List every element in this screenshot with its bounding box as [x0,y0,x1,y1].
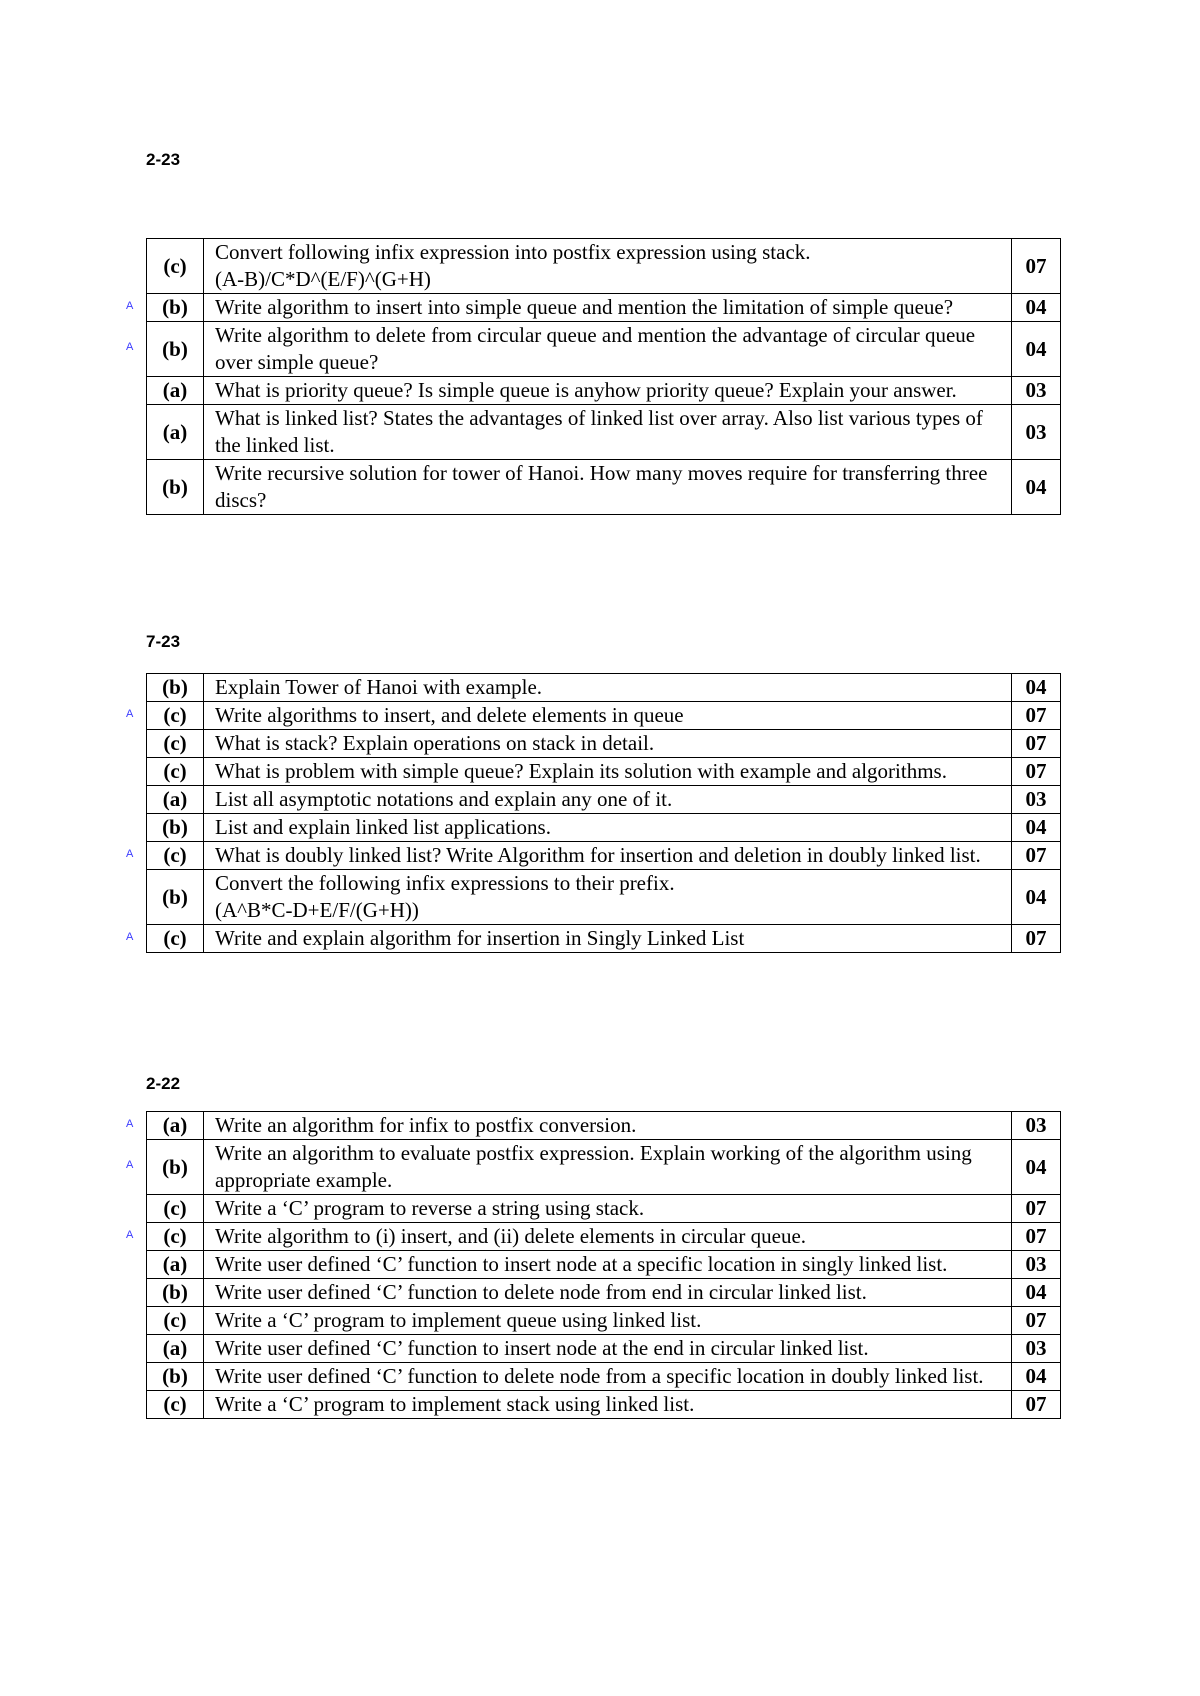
question-label: (b) [147,1140,204,1195]
question-marks: 03 [1012,377,1061,405]
question-marks: 04 [1012,674,1061,702]
section-title: 2-22 [146,1074,181,1093]
question-text: Write algorithm to delete from circular queue and mention the advantage of circular queue over simple queue? [204,322,1012,377]
question-marks: 03 [1012,405,1061,460]
question-label: (a) [147,786,204,814]
question-label: (c) [147,702,204,730]
margin-flag: A [126,930,134,943]
question-marks: 07 [1012,730,1061,758]
question-row [147,1223,1061,1251]
question-text: What is stack? Explain operations on stack in detail. [204,730,1012,758]
question-marks: 07 [1012,1195,1061,1223]
question-text: Write recursive solution for tower of Hanoi. How many moves require for transferring three discs? [204,460,1012,515]
question-row [147,1335,1061,1363]
question-table [146,673,1061,953]
question-row [147,1251,1061,1279]
question-label: (a) [147,1251,204,1279]
question-table [146,238,1061,515]
margin-flag: A [126,1117,134,1130]
question-label: (a) [147,1112,204,1140]
question-label: (c) [147,1391,204,1419]
question-marks: 04 [1012,322,1061,377]
question-marks: 07 [1012,1391,1061,1419]
question-text: What is problem with simple queue? Explain its solution with example and algorithms. [204,758,1012,786]
question-row [147,758,1061,786]
question-marks: 07 [1012,925,1061,953]
question-row [147,322,1061,377]
question-marks: 04 [1012,814,1061,842]
question-marks: 04 [1012,870,1061,925]
question-text: List and explain linked list applications. [204,814,1012,842]
question-marks: 04 [1012,460,1061,515]
question-row [147,702,1061,730]
question-text: Write user defined ‘C’ function to insert node at the end in circular linked list. [204,1335,1012,1363]
question-label: (b) [147,814,204,842]
question-label: (a) [147,377,204,405]
question-text: Write algorithm to (i) insert, and (ii) delete elements in circular queue. [204,1223,1012,1251]
question-marks: 07 [1012,1307,1061,1335]
question-label: (b) [147,322,204,377]
question-marks: 07 [1012,758,1061,786]
question-row [147,1307,1061,1335]
question-row [147,405,1061,460]
question-text: Convert the following infix expressions to their prefix. (A^B*C-D+E/F/(G+H)) [204,870,1012,925]
margin-flag: A [126,1159,134,1171]
question-text: List all asymptotic notations and explain any one of it. [204,786,1012,814]
question-marks: 07 [1012,239,1061,294]
question-label: (c) [147,925,204,953]
question-row [147,814,1061,842]
section-title: 7-23 [146,632,181,651]
question-marks: 04 [1012,1140,1061,1195]
question-marks: 03 [1012,1335,1061,1363]
question-text: Write algorithm to insert into simple queue and mention the limitation of simple queue? [204,294,1012,322]
question-label: (b) [147,870,204,925]
question-text: Write user defined ‘C’ function to delete node from a specific location in doubly linked list. [204,1363,1012,1391]
section-title: 2-23 [146,150,181,169]
question-label: (b) [147,294,204,322]
question-text: What is linked list? States the advantages of linked list over array. Also list various types of the linked list. [204,405,1012,460]
question-row [147,925,1061,953]
question-label: (b) [147,460,204,515]
question-row [147,460,1061,515]
question-label: (a) [147,405,204,460]
question-text: Write and explain algorithm for insertion in Singly Linked List [204,925,1012,953]
question-label: (a) [147,1335,204,1363]
question-label: (b) [147,674,204,702]
question-row [147,294,1061,322]
question-marks: 04 [1012,1363,1061,1391]
question-text: Write a ‘C’ program to implement queue using linked list. [204,1307,1012,1335]
question-text: What is priority queue? Is simple queue is anyhow priority queue? Explain your answer. [204,377,1012,405]
question-text: Write algorithms to insert, and delete elements in queue [204,702,1012,730]
margin-flag: A [126,341,134,353]
question-label: (c) [147,758,204,786]
question-text: Write a ‘C’ program to reverse a string using stack. [204,1195,1012,1223]
question-row [147,730,1061,758]
question-label: (c) [147,730,204,758]
question-marks: 07 [1012,842,1061,870]
question-label: (c) [147,842,204,870]
question-row [147,1391,1061,1419]
margin-flag: A [126,1228,134,1241]
question-row [147,870,1061,925]
margin-flag: A [126,847,134,860]
question-marks: 03 [1012,1251,1061,1279]
question-text: Write user defined ‘C’ function to delete node from end in circular linked list. [204,1279,1012,1307]
question-row [147,1195,1061,1223]
question-label: (c) [147,1223,204,1251]
question-row [147,1279,1061,1307]
question-marks: 07 [1012,1223,1061,1251]
question-row [147,239,1061,294]
question-text: Write an algorithm to evaluate postfix expression. Explain working of the algorithm using appropriate example. [204,1140,1012,1195]
question-marks: 07 [1012,702,1061,730]
question-text: Write an algorithm for infix to postfix conversion. [204,1112,1012,1140]
question-label: (b) [147,1363,204,1391]
question-text: Write a ‘C’ program to implement stack using linked list. [204,1391,1012,1419]
margin-flag: A [126,299,134,312]
question-marks: 04 [1012,1279,1061,1307]
question-row [147,377,1061,405]
question-table [146,1111,1061,1419]
question-row [147,786,1061,814]
question-row [147,1112,1061,1140]
question-text: Write user defined ‘C’ function to insert node at a specific location in singly linked list. [204,1251,1012,1279]
question-text: Explain Tower of Hanoi with example. [204,674,1012,702]
question-row [147,1140,1061,1195]
question-marks: 03 [1012,1112,1061,1140]
question-row [147,842,1061,870]
question-label: (c) [147,1195,204,1223]
question-label: (c) [147,1307,204,1335]
question-text: Convert following infix expression into postfix expression using stack. (A-B)/C*D^(E/F)^(G+H) [204,239,1012,294]
question-marks: 04 [1012,294,1061,322]
question-row [147,674,1061,702]
question-marks: 03 [1012,786,1061,814]
question-row [147,1363,1061,1391]
question-label: (c) [147,239,204,294]
margin-flag: A [126,707,134,720]
question-label: (b) [147,1279,204,1307]
question-text: What is doubly linked list? Write Algorithm for insertion and deletion in doubly linked list. [204,842,1012,870]
